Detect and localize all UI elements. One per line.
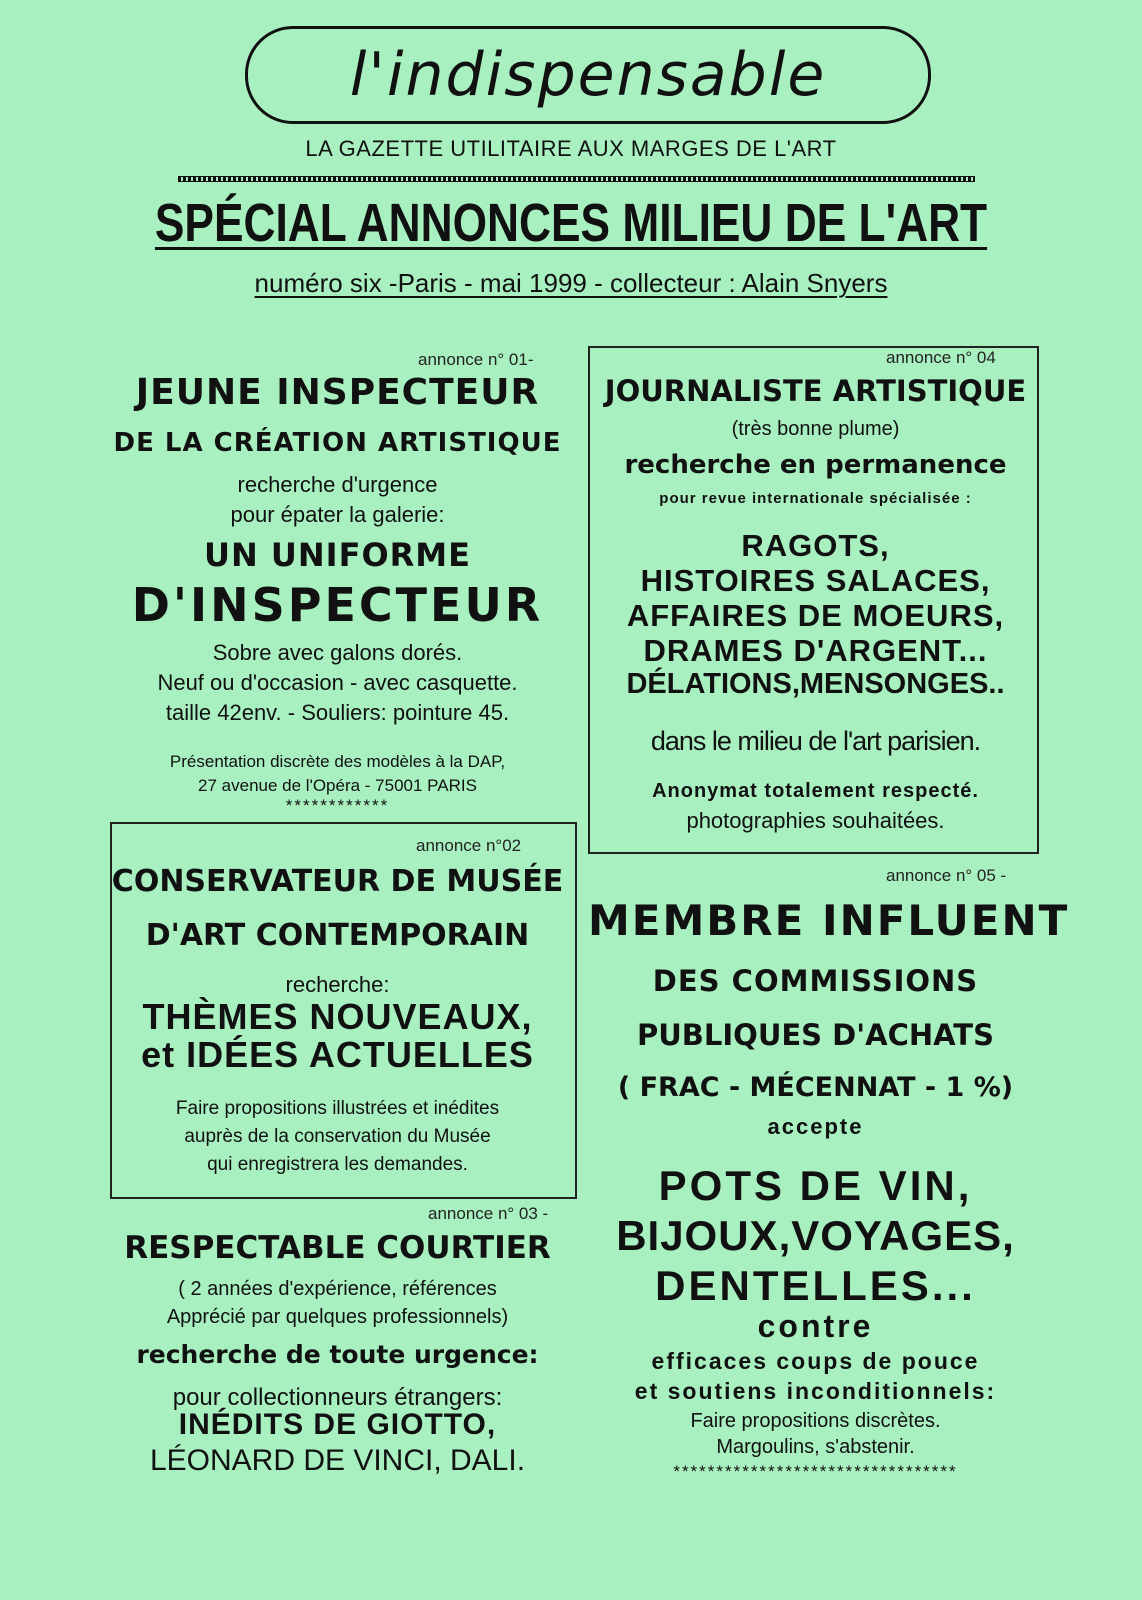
ad2-text: Faire propositions illustrées et inédites <box>175 1098 500 1119</box>
ad1-item-large: D'INSPECTEUR <box>131 578 544 632</box>
ad2-text: qui enregistrera les demandes. <box>207 1154 468 1175</box>
ad4-text: photographies souhaitées. <box>686 808 945 833</box>
ad5-text: et soutiens inconditionnels: <box>634 1378 997 1404</box>
ad5-item: BIJOUX,VOYAGES, <box>616 1212 1015 1259</box>
ad3-subheadline: recherche de toute urgence: <box>136 1340 539 1369</box>
masthead-logo <box>245 26 931 124</box>
ad4-text: (très bonne plume) <box>731 418 900 440</box>
ad4-text-large: dans le milieu de l'art parisien. <box>650 726 981 756</box>
ad4-item: RAGOTS, <box>741 528 890 563</box>
ad5-subheadline: PUBLIQUES D'ACHATS <box>637 1018 994 1052</box>
ad2-text: auprès de la conservation du Musée <box>184 1126 491 1147</box>
ad1-text: Sobre avec galons dorés. <box>212 640 463 665</box>
ad5-number: annonce n° 05 - <box>886 866 1007 885</box>
ad2-item: et IDÉES ACTUELLES <box>141 1034 534 1075</box>
ad4-item: HISTOIRES SALACES, <box>640 563 991 598</box>
ad1-note: Présentation discrète des modèles à la DAP, <box>169 752 506 771</box>
ad4-number: annonce n° 04 <box>886 348 996 367</box>
page-title: SPÉCIAL ANNONCES MILIEU DE L'ART <box>154 193 988 253</box>
ad1-stars: ************ <box>285 796 390 815</box>
tagline: LA GAZETTE UTILITAIRE AUX MARGES DE L'ART <box>305 136 837 161</box>
decorative-rule <box>178 176 975 182</box>
ad1-number: annonce n° 01- <box>418 350 534 369</box>
ad3-number: annonce n° 03 - <box>428 1204 549 1223</box>
issue-line: numéro six -Paris - mai 1999 - collecteur : Alain Snyers <box>254 268 888 298</box>
ad5-headline: MEMBRE INFLUENT <box>588 896 1070 945</box>
ad4-text: pour revue internationale spécialisée : <box>659 490 972 507</box>
ad4-item: DRAMES D'ARGENT... <box>643 633 988 668</box>
ad2-subheadline: D'ART CONTEMPORAIN <box>145 918 530 953</box>
ad3-headline: RESPECTABLE COURTIER <box>124 1230 551 1266</box>
ad1-text: taille 42env. - Souliers: pointure 45. <box>165 700 510 725</box>
ad2-item: THÈMES NOUVEAUX, <box>142 996 533 1037</box>
ad3-text: Apprécié par quelques professionnels) <box>166 1306 509 1328</box>
ad1-text: Neuf ou d'occasion - avec casquette. <box>157 670 518 695</box>
ad5-item: POTS DE VIN, <box>658 1162 973 1209</box>
ad5-subheadline: ( FRAC - MÉCENNAT - 1 %) <box>617 1072 1014 1103</box>
ad1-subheadline: DE LA CRÉATION ARTISTIQUE <box>113 428 562 458</box>
ad3-text: pour collectionneurs étrangers: <box>172 1384 503 1411</box>
ad5-note: Margoulins, s'abstenir. <box>716 1436 915 1458</box>
ad3-item: INÉDITS DE GIOTTO, <box>178 1408 497 1441</box>
ad2-text: recherche: <box>285 972 390 997</box>
ad2-headline: CONSERVATEUR DE MUSÉE <box>111 864 564 899</box>
ad4-subheadline: recherche en permanence <box>624 450 1007 480</box>
ad4-item: AFFAIRES DE MOEURS, <box>626 598 1005 633</box>
ad5-item: DENTELLES... <box>655 1262 976 1309</box>
ad4-headline: JOURNALISTE ARTISTIQUE <box>604 374 1027 408</box>
ad2-number: annonce n°02 <box>416 836 522 855</box>
ad1-note: 27 avenue de l'Opéra - 75001 PARIS <box>198 776 477 795</box>
ad5-subheadline: DES COMMISSIONS <box>652 964 979 998</box>
ad1-item: UN UNIFORME <box>204 536 471 574</box>
ad4-text: Anonymat totalement respecté. <box>652 780 979 802</box>
ad1-headline: JEUNE INSPECTEUR <box>135 372 540 413</box>
ad5-note: Faire propositions discrètes. <box>690 1410 941 1432</box>
ad4-item: DÉLATIONS,MENSONGES.. <box>626 668 1005 700</box>
ad5-text: accepte <box>767 1114 864 1139</box>
ad5-stars: ********************************* <box>673 1462 958 1481</box>
logo-text: l'indispensable <box>349 40 827 110</box>
ad3-text: ( 2 années d'expérience, références <box>178 1278 497 1300</box>
ad5-text: efficaces coups de pouce <box>651 1348 980 1374</box>
ad1-text: recherche d'urgence <box>237 472 438 497</box>
ad3-item: LÉONARD DE VINCI, DALI. <box>149 1444 526 1477</box>
ad5-text-large: contre <box>757 1308 874 1344</box>
ad1-text: pour épater la galerie: <box>230 502 445 527</box>
